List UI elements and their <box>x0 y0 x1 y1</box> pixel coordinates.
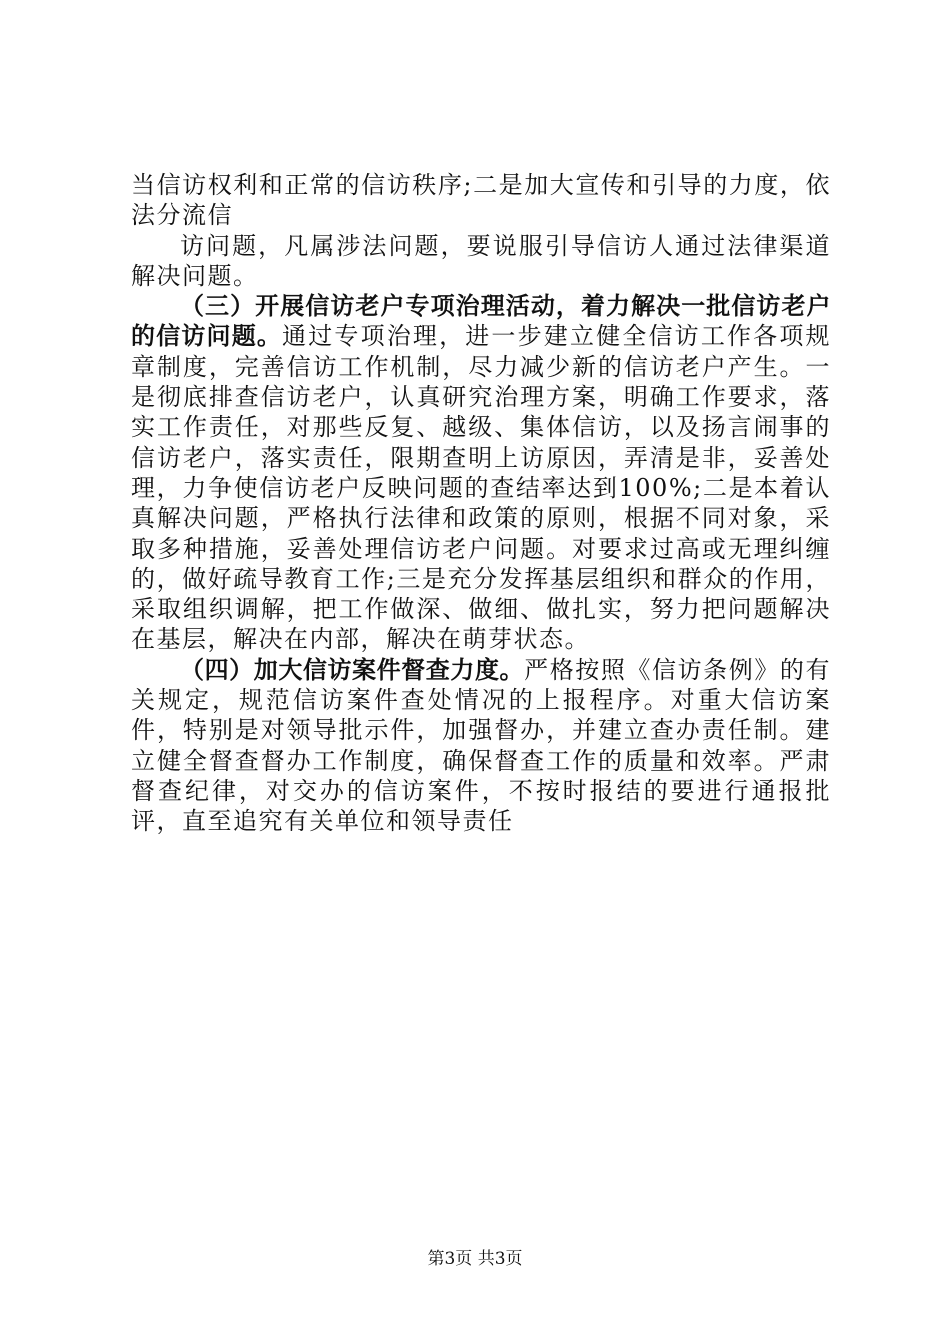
paragraph-2-text: 访问题，凡属涉法问题，要说服引导信访人通过法律渠道解决问题。 <box>131 231 831 290</box>
paragraph-4 <box>131 655 831 837</box>
section-4-heading: （四）加大信访案件督查力度。 <box>180 655 525 684</box>
page-number: 第3页 共3页 <box>427 1249 523 1269</box>
document-body <box>131 170 831 837</box>
paragraph-1 <box>131 170 831 231</box>
page-footer <box>0 1244 950 1269</box>
paragraph-4-text: 严格按照《信访条例》的有关规定，规范信访案件查处情况的上报程序。对重大信访案件，特别是对领导批示件，加强督办，并建立查办责任制。建立健全督查督办工作制度，确保督查工作的质量和效率。严肃督查纪律，对交办的信访案件，不按时报结的要进行通报批评，直至追究有关单位和领导责任 <box>131 655 832 836</box>
paragraph-3-text: 通过专项治理，进一步建立健全信访工作各项规章制度，完善信访工作机制，尽力减少新的信访老户产生。一是彻底排查信访老户，认真研究治理方案，明确工作要求，落实工作责任，对那些反复、越级、集体信访，以及扬言闹事的信访老户，落实责任，限期查明上访原因，弄清是非，妥善处理，力争使信访老户反映问题的查结率达到100%;二是本着认真解决问题，严格执行法律和政策的原则，根据不同对象，采取多种措施，妥善处理信访老户问题。对要求过高或无理纠缠的，做好疏导教育工作;三是充分发挥基层组织和群众的作用，采取组织调解，把工作做深、做细、做扎实，努力把问题解决在基层，解决在内部，解决在萌芽状态。 <box>131 322 832 654</box>
paragraph-1-text: 当信访权利和正常的信访秩序;二是加大宣传和引导的力度，依法分流信 <box>131 171 831 230</box>
section-3-heading: （三）开展信访老户专项治理活动，着力解决一批信访老户的信访问题。 <box>131 292 831 351</box>
paragraph-2 <box>131 231 831 292</box>
paragraph-3 <box>131 291 831 655</box>
